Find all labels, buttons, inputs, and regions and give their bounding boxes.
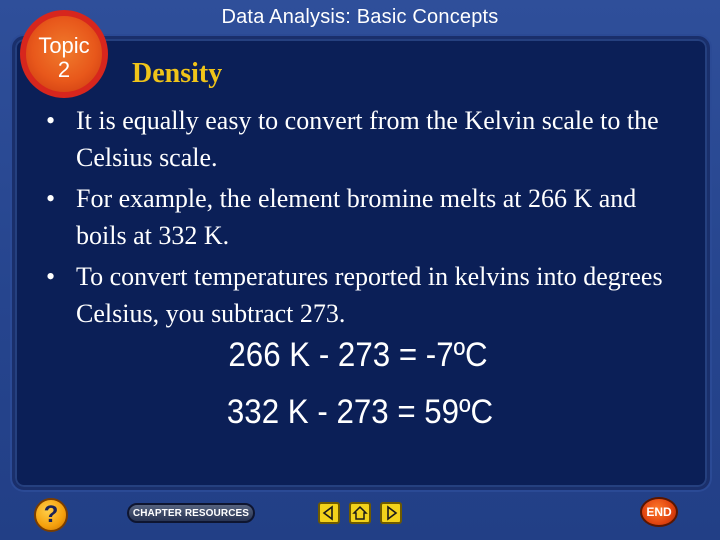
- bullet-item: [44, 180, 664, 254]
- chapter-resources-button[interactable]: CHAPTER RESOURCES: [127, 503, 255, 523]
- bullet-dot: •: [46, 106, 56, 135]
- topic-number: 2: [57, 57, 71, 82]
- slide-title: Density: [132, 58, 223, 89]
- header-title: Data Analysis: Basic Concepts: [221, 6, 499, 28]
- help-button[interactable]: [34, 498, 68, 532]
- bullet-dot: •: [46, 262, 56, 291]
- bullet-item: [44, 102, 664, 176]
- equation-1: 266 K - 273 = -7ºC: [228, 336, 488, 374]
- bullet-text: It is equally easy to convert from the Kelvin scale to the Celsius scale.: [76, 106, 659, 172]
- bullet-text: To convert temperatures reported in kelvins into degrees Celsius, you subtract 273.: [76, 262, 663, 328]
- previous-button[interactable]: [318, 502, 340, 524]
- bullet-text: For example, the element bromine melts at 266 K and boils at 332 K.: [76, 184, 637, 250]
- equation-2: 332 K - 273 = 59ºC: [226, 393, 494, 431]
- arrow-right-icon: [382, 504, 400, 522]
- topic-label: Topic: [38, 33, 90, 58]
- home-icon: [351, 504, 369, 522]
- end-button[interactable]: END: [640, 497, 678, 527]
- home-button[interactable]: [349, 502, 371, 524]
- topic-badge: [20, 10, 108, 98]
- question-mark-icon: ?: [43, 501, 59, 528]
- arrow-left-icon: [320, 504, 338, 522]
- bullet-item: [44, 258, 664, 332]
- next-button[interactable]: [380, 502, 402, 524]
- bullet-dot: •: [46, 184, 56, 213]
- bullet-list: [44, 102, 664, 336]
